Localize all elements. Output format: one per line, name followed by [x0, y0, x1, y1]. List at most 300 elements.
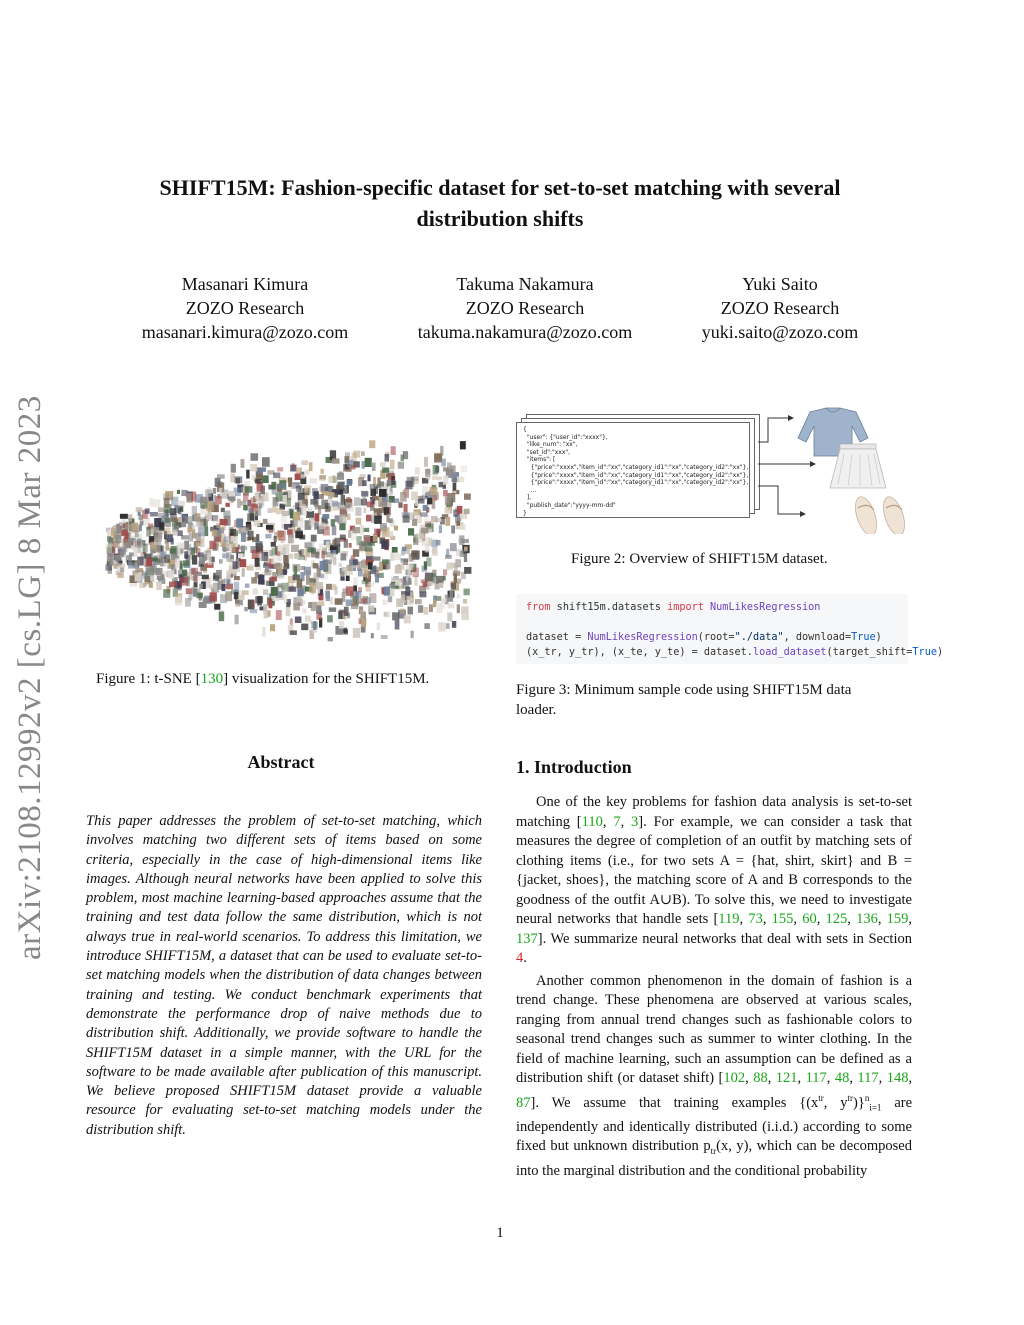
tsne-thumbnail	[231, 543, 236, 552]
tsne-thumbnail	[301, 624, 308, 631]
tsne-thumbnail	[361, 598, 367, 603]
tsne-thumbnail	[276, 551, 280, 556]
tsne-thumbnail	[196, 517, 204, 527]
tsne-thumbnail	[407, 477, 415, 487]
tsne-thumbnail	[395, 620, 400, 629]
tsne-thumbnail	[461, 614, 469, 621]
tsne-thumbnail	[170, 548, 176, 553]
arxiv-sidebar-id: arXiv:2108.12992v2 [cs.LG] 8 Mar 2023	[12, 395, 48, 960]
tsne-thumbnail	[327, 615, 333, 622]
tsne-thumbnail	[424, 607, 429, 615]
tsne-thumbnail	[459, 524, 465, 530]
tsne-thumbnail	[334, 538, 340, 547]
tsne-thumbnail	[384, 586, 390, 595]
tsne-thumbnail	[192, 576, 196, 581]
tsne-thumbnail	[420, 512, 428, 516]
tsne-thumbnail	[404, 504, 408, 512]
tsne-thumbnail	[361, 491, 368, 497]
tsne-thumbnail	[145, 508, 150, 513]
tsne-thumbnail	[339, 522, 345, 530]
tsne-thumbnail	[243, 493, 248, 501]
tsne-thumbnail	[149, 525, 155, 535]
tsne-thumbnail	[220, 519, 228, 525]
tsne-thumbnail	[171, 497, 179, 506]
citation-link[interactable]: 88	[753, 1070, 768, 1086]
tsne-thumbnail	[362, 580, 369, 584]
tsne-thumbnail	[156, 568, 163, 575]
tsne-thumbnail	[111, 528, 115, 536]
tsne-thumbnail	[363, 569, 367, 578]
tsne-thumbnail	[264, 611, 268, 619]
arrow-to-sandals	[758, 486, 800, 514]
tsne-thumbnail	[347, 565, 352, 572]
tsne-thumbnail	[398, 502, 402, 508]
tsne-thumbnail	[181, 514, 186, 518]
citation-link[interactable]: 7	[613, 813, 621, 830]
intro-paragraph-2: Another common phenomenon in the domain of fashion is a trend change. These phenomena are observed at various scales, ranging from annual trend changes such as fashionable colors to seasonal trend changes such as summer to winter clothing. In the field of machine learning, such an assumption can be defined as a distribution shift (or dataset shift) [102, 88, 121, 117, 48, 117, 148, 87]. We assume that training examples {($x^{tr}$, $y^{tr})\}^n_{i=1}$ are independently and identically distributed (i.i.d.) according to some fixed but unknown distribution $p_{tr}(x$, y), which can be decomposed into the marginal distribution and the conditional probability	[516, 972, 913, 1179]
tsne-thumbnail	[391, 476, 395, 485]
tsne-thumbnail	[439, 525, 442, 533]
tsne-thumbnail	[159, 522, 164, 530]
tsne-thumbnail	[424, 623, 430, 629]
abstract-heading: Abstract	[247, 752, 315, 772]
caption-text: ] visualization for the SHIFT15M.	[223, 671, 430, 687]
tsne-thumbnail	[368, 606, 374, 613]
citation-group: 102, 88, 121, 117, 48, 117, 148, 87	[516, 1070, 913, 1111]
tsne-thumbnail	[402, 547, 407, 551]
tsne-thumbnail	[346, 586, 354, 596]
tsne-thumbnail	[221, 490, 228, 499]
tsne-thumbnail	[416, 533, 424, 543]
tsne-thumbnail	[441, 598, 446, 603]
tsne-thumbnail	[453, 483, 457, 491]
tsne-thumbnail	[117, 573, 123, 578]
tsne-thumbnail	[334, 477, 338, 483]
author-affiliation: ZOZO Research	[185, 298, 305, 318]
tsne-thumbnail	[294, 566, 298, 576]
tsne-thumbnail	[353, 559, 359, 565]
tsne-thumbnail	[205, 489, 212, 496]
tsne-thumbnail	[265, 567, 269, 573]
tsne-thumbnail	[150, 512, 158, 517]
tsne-thumbnail	[411, 492, 418, 501]
tsne-thumbnail	[125, 524, 132, 529]
tsne-thumbnail	[169, 582, 177, 588]
tsne-thumbnail	[185, 598, 191, 607]
tsne-thumbnail	[114, 555, 120, 561]
tsne-thumbnail	[352, 527, 360, 533]
tsne-thumbnail	[308, 602, 311, 608]
tsne-thumbnail	[174, 505, 179, 513]
tsne-thumbnail	[283, 495, 287, 504]
citation-link[interactable]: 121	[775, 1070, 798, 1086]
tsne-thumbnail	[463, 599, 467, 604]
tsne-thumbnail	[345, 452, 350, 458]
tsne-thumbnail	[390, 460, 395, 470]
tsne-thumbnail	[250, 498, 255, 507]
tsne-thumbnail	[325, 564, 331, 574]
tsne-thumbnail	[434, 454, 442, 463]
tsne-thumbnail	[107, 553, 112, 562]
tsne-thumbnail	[185, 555, 189, 559]
tsne-thumbnail	[185, 516, 193, 524]
tsne-thumbnail	[408, 607, 414, 615]
tsne-thumbnail	[431, 516, 438, 523]
title-line-2: distribution shifts	[416, 206, 584, 231]
tsne-thumbnail	[436, 576, 444, 584]
citation-link[interactable]: 148	[886, 1070, 909, 1086]
tsne-thumbnail	[289, 587, 297, 592]
tsne-thumbnail	[363, 508, 366, 513]
tsne-thumbnail	[426, 558, 431, 567]
tsne-thumbnail	[424, 457, 428, 467]
tsne-thumbnail	[366, 515, 372, 522]
tsne-thumbnail	[189, 533, 194, 542]
tsne-thumbnail	[429, 604, 433, 612]
tsne-thumbnail	[375, 574, 379, 583]
tsne-thumbnail	[347, 480, 352, 486]
tsne-thumbnail	[374, 501, 377, 506]
tsne-thumbnail	[330, 492, 335, 497]
tsne-thumbnail	[125, 532, 129, 539]
tsne-thumbnail	[215, 496, 221, 504]
tsne-thumbnail	[118, 544, 125, 549]
author-email: masanari.kimura@zozo.com	[141, 322, 349, 342]
tsne-thumbnail	[272, 489, 277, 495]
tsne-thumbnail	[120, 514, 128, 519]
tsne-thumbnail	[215, 537, 222, 543]
tsne-thumbnail	[455, 559, 461, 567]
tsne-thumbnail	[332, 526, 337, 536]
tsne-thumbnail	[351, 532, 357, 540]
tsne-thumbnail	[424, 561, 427, 569]
tsne-thumbnail	[233, 561, 238, 569]
tsne-thumbnail	[234, 592, 239, 599]
tsne-thumbnail	[136, 507, 143, 512]
figure-3-caption	[516, 680, 912, 720]
tsne-thumbnail	[198, 552, 204, 557]
tsne-thumbnail	[380, 462, 386, 467]
tsne-thumbnail	[213, 575, 219, 581]
tsne-thumbnail	[340, 535, 346, 540]
tsne-thumbnail	[249, 564, 254, 571]
figure-2-arrows-and-items	[748, 404, 923, 534]
tsne-thumbnail	[146, 566, 153, 573]
tsne-thumbnail	[115, 535, 121, 543]
intro-paragraph-1: One of the key problems for fashion data analysis is set-to-set matching [110, 7, 3]. For example, we can consider a task that measures the degree of completion of an outfit by matching sets of clothing items (i.e., for two sets A = {hat, shirt, skirt} and B = {jacket, shoes}, the matching score of A and B corresponds to the goodness of the outfit A∪B). To solve this, we need to investigate neural networks that handle sets [119, 73, 155, 60, 125, 136, 159, 137]. We summarize neural networks that deal with sets in Section 4.	[516, 794, 913, 966]
citation-link[interactable]: 130	[200, 671, 224, 687]
section-link[interactable]: 4	[516, 950, 524, 966]
tsne-thumbnail	[262, 475, 269, 483]
tsne-thumbnail	[319, 476, 326, 481]
tsne-thumbnail	[389, 583, 395, 587]
arrow-to-sweater	[758, 418, 788, 442]
tsne-thumbnail	[281, 515, 287, 523]
tsne-thumbnail	[410, 512, 414, 520]
tsne-thumbnail	[133, 548, 137, 557]
tsne-thumbnail	[304, 485, 311, 493]
tsne-thumbnail	[268, 610, 271, 617]
tsne-thumbnail	[347, 612, 350, 618]
tsne-thumbnail	[356, 518, 362, 525]
citation-link[interactable]: 60	[802, 911, 817, 927]
tsne-thumbnail	[167, 534, 173, 542]
tsne-thumbnail	[246, 470, 249, 479]
tsne-thumbnail	[276, 610, 282, 620]
tsne-thumbnail	[297, 595, 302, 602]
tsne-thumbnail	[319, 574, 324, 579]
tsne-thumbnail	[423, 505, 428, 511]
citation-group: 119, 73, 155, 60, 125, 136, 159, 137	[516, 911, 913, 947]
tsne-thumbnail	[160, 551, 167, 557]
figure-2-caption: Figure 2: Overview of SHIFT15M dataset.	[571, 551, 828, 567]
tsne-thumbnail	[381, 540, 388, 549]
tsne-thumbnail	[286, 602, 290, 607]
author-affiliation: ZOZO Research	[720, 298, 840, 318]
tsne-thumbnail	[219, 559, 223, 564]
tsne-thumbnail	[138, 545, 142, 553]
tsne-thumbnail	[450, 590, 454, 599]
citation-link[interactable]: 119	[718, 911, 740, 927]
tsne-thumbnail	[365, 458, 372, 467]
tsne-thumbnail	[291, 545, 299, 552]
tsne-thumbnail	[379, 489, 387, 497]
code-line-blank	[526, 615, 898, 630]
tsne-thumbnail	[384, 612, 390, 618]
tsne-thumbnail	[306, 570, 310, 574]
tsne-thumbnail	[316, 613, 321, 620]
tsne-thumbnail	[339, 563, 342, 567]
tsne-thumbnail	[175, 597, 182, 606]
tsne-thumbnail	[329, 607, 336, 612]
tsne-thumbnail	[176, 526, 180, 531]
tsne-thumbnail	[288, 554, 293, 559]
tsne-thumbnail	[158, 530, 162, 539]
tsne-thumbnail	[428, 581, 433, 585]
tsne-thumbnail	[196, 542, 201, 546]
code-line-1: from shift15m.datasets import NumLikesRegression	[526, 602, 821, 613]
tsne-thumbnail	[247, 524, 252, 530]
tsne-thumbnail	[373, 534, 378, 542]
introduction-heading: 1. Introduction	[516, 757, 632, 777]
tsne-thumbnail	[433, 600, 436, 607]
tsne-thumbnail	[236, 518, 243, 527]
tsne-thumbnail	[271, 482, 276, 489]
tsne-thumbnail	[177, 542, 185, 548]
tsne-thumbnail	[339, 621, 344, 628]
tsne-thumbnail	[222, 584, 226, 591]
tsne-thumbnail	[277, 467, 283, 471]
tsne-thumbnail	[271, 587, 278, 596]
citation-link[interactable]: 102	[723, 1070, 746, 1086]
citation-link[interactable]: 125	[825, 911, 848, 927]
citation-link[interactable]: 136	[856, 911, 878, 927]
tsne-thumbnail	[272, 506, 276, 513]
tsne-thumbnail	[156, 582, 161, 591]
tsne-thumbnail	[250, 609, 258, 613]
tsne-thumbnail	[200, 509, 207, 514]
tsne-thumbnail	[144, 554, 152, 559]
tsne-thumbnail	[251, 600, 255, 608]
tsne-thumbnail	[278, 583, 282, 587]
tsne-thumbnail	[347, 514, 351, 520]
author-affiliation: ZOZO Research	[465, 298, 585, 318]
citation-link[interactable]: 87	[516, 1094, 531, 1111]
tsne-thumbnail	[270, 624, 275, 631]
tsne-thumbnail	[163, 589, 170, 598]
tsne-thumbnail	[316, 552, 320, 559]
citation-link[interactable]: 117	[805, 1070, 827, 1086]
citation-link[interactable]: 3	[631, 813, 639, 830]
caption-text: Figure 1: t-SNE [	[96, 671, 201, 687]
tsne-thumbnail	[306, 511, 314, 518]
tsne-thumbnail	[331, 519, 335, 526]
tsne-thumbnail	[372, 463, 376, 471]
tsne-thumbnail	[271, 542, 276, 547]
tsne-thumbnail	[408, 578, 411, 585]
tsne-thumbnail	[332, 501, 338, 507]
code-line-2: dataset = NumLikesRegression(root="./data", download=True)	[526, 632, 882, 643]
tsne-thumbnail	[446, 517, 451, 526]
tsne-thumbnail	[328, 637, 333, 641]
tsne-thumbnail	[340, 571, 344, 576]
tsne-thumbnail	[457, 594, 461, 599]
tsne-thumbnail	[456, 521, 460, 526]
tsne-thumbnail	[230, 536, 236, 541]
tsne-thumbnail	[244, 607, 247, 611]
tsne-thumbnail	[307, 547, 314, 552]
tsne-thumbnail	[194, 582, 198, 587]
json-record-text: { "user": {"user_id":"xxxx"}, "like_num": "xx", "set_id":"xxx", "items": [ {"price":"xxxx","item_id":"xx","category_id1":"xx","category_id2":"xx"}, {"price":"xxxx","item_id":"xx","category_id1":"xx","category_id2":"xx"}, {"price":"xxxx","item_id":"xx","category_id1":"xx","category_id2":"xx"}, ... ], "publish_date":"yyyy-mm-dd" }	[523, 426, 749, 517]
tsne-thumbnail	[362, 461, 366, 469]
tsne-thumbnail	[464, 552, 467, 562]
tsne-thumbnail	[360, 542, 363, 550]
tsne-thumbnail	[256, 543, 263, 552]
tsne-thumbnail	[382, 527, 390, 537]
tsne-thumbnail	[318, 601, 325, 606]
tsne-thumbnail	[234, 576, 240, 580]
tsne-thumbnail	[447, 613, 452, 622]
tsne-thumbnail	[262, 457, 270, 467]
tsne-thumbnail	[313, 621, 316, 630]
tsne-thumbnail	[330, 553, 336, 562]
tsne-thumbnail	[197, 593, 203, 599]
tsne-thumbnail	[432, 551, 438, 556]
tsne-thumbnail	[290, 510, 294, 519]
tsne-thumbnail	[224, 536, 229, 542]
caption-line: Figure 3: Minimum sample code using SHIFT15M data	[516, 682, 852, 698]
citation-link[interactable]: 159	[886, 911, 909, 927]
tsne-thumbnail	[255, 479, 262, 483]
tsne-thumbnail	[443, 569, 447, 575]
tsne-thumbnail	[415, 576, 418, 586]
tsne-thumbnail	[200, 503, 207, 509]
tsne-thumbnail	[213, 495, 216, 505]
tsne-thumbnail	[377, 478, 380, 487]
tsne-thumbnail	[245, 486, 253, 493]
tsne-thumbnail	[271, 556, 276, 564]
tsne-thumbnail	[281, 583, 288, 592]
tsne-thumbnail	[351, 555, 355, 559]
tsne-thumbnail	[177, 490, 180, 494]
tsne-thumbnail	[292, 463, 295, 468]
tsne-thumbnail	[459, 535, 464, 545]
tsne-thumbnail	[207, 553, 211, 557]
tsne-thumbnail	[452, 621, 456, 628]
citation-link[interactable]: 137	[516, 930, 538, 947]
tsne-thumbnail	[382, 600, 387, 605]
tsne-thumbnail	[346, 576, 350, 581]
tsne-thumbnail	[398, 462, 404, 469]
tsne-thumbnail	[323, 559, 328, 564]
tsne-thumbnail	[460, 441, 466, 449]
tsne-thumbnail	[182, 570, 187, 577]
tsne-thumbnail	[223, 547, 226, 552]
tsne-thumbnail	[436, 603, 443, 613]
tsne-thumbnail	[249, 508, 252, 512]
tsne-thumbnail	[268, 508, 273, 513]
tsne-thumbnail	[247, 513, 254, 521]
tsne-thumbnail	[412, 568, 419, 578]
tsne-thumbnail	[326, 541, 330, 548]
tsne-thumbnail	[328, 476, 333, 483]
tsne-thumbnail	[440, 519, 445, 525]
citation-link[interactable]: 155	[771, 911, 794, 927]
tsne-thumbnail	[461, 606, 469, 614]
author-block-2	[400, 272, 650, 344]
tsne-thumbnail	[272, 548, 277, 556]
citation-link[interactable]: 117	[857, 1070, 879, 1086]
tsne-thumbnail	[346, 503, 354, 512]
citation-link[interactable]: 73	[748, 911, 763, 927]
tsne-thumbnail	[165, 518, 171, 523]
tsne-thumbnail	[395, 565, 402, 573]
citation-link[interactable]: 110	[581, 813, 603, 830]
tsne-thumbnail	[447, 563, 455, 569]
tsne-thumbnail	[405, 587, 410, 596]
tsne-thumbnail	[423, 582, 428, 587]
citation-link[interactable]: 48	[834, 1070, 850, 1086]
tsne-thumbnail	[412, 519, 417, 526]
tsne-thumbnail	[395, 580, 401, 585]
tsne-thumbnail	[319, 494, 324, 499]
tsne-thumbnail	[191, 568, 198, 575]
tsne-thumbnail	[202, 575, 209, 580]
tsne-thumbnail	[372, 496, 379, 501]
author-block-1	[130, 272, 360, 344]
tsne-thumbnail	[191, 548, 196, 555]
tsne-thumbnail-cloud	[105, 440, 471, 641]
tsne-thumbnail	[234, 531, 238, 537]
tsne-thumbnail	[290, 618, 293, 625]
tsne-thumbnail	[294, 553, 299, 559]
tsne-thumbnail	[192, 506, 197, 516]
tsne-thumbnail	[367, 502, 374, 508]
tsne-thumbnail	[286, 607, 291, 617]
tsne-thumbnail	[387, 480, 392, 486]
tsne-thumbnail	[219, 612, 224, 622]
tsne-thumbnail	[371, 633, 374, 638]
tsne-thumbnail	[276, 508, 283, 514]
tsne-thumbnail	[214, 604, 220, 610]
tsne-thumbnail	[303, 609, 307, 614]
tsne-thumbnail	[464, 567, 471, 574]
tsne-thumbnail	[120, 526, 123, 530]
tsne-thumbnail	[454, 566, 458, 574]
tsne-thumbnail	[290, 630, 297, 635]
tsne-thumbnail	[277, 566, 282, 573]
tsne-thumbnail	[257, 596, 262, 606]
